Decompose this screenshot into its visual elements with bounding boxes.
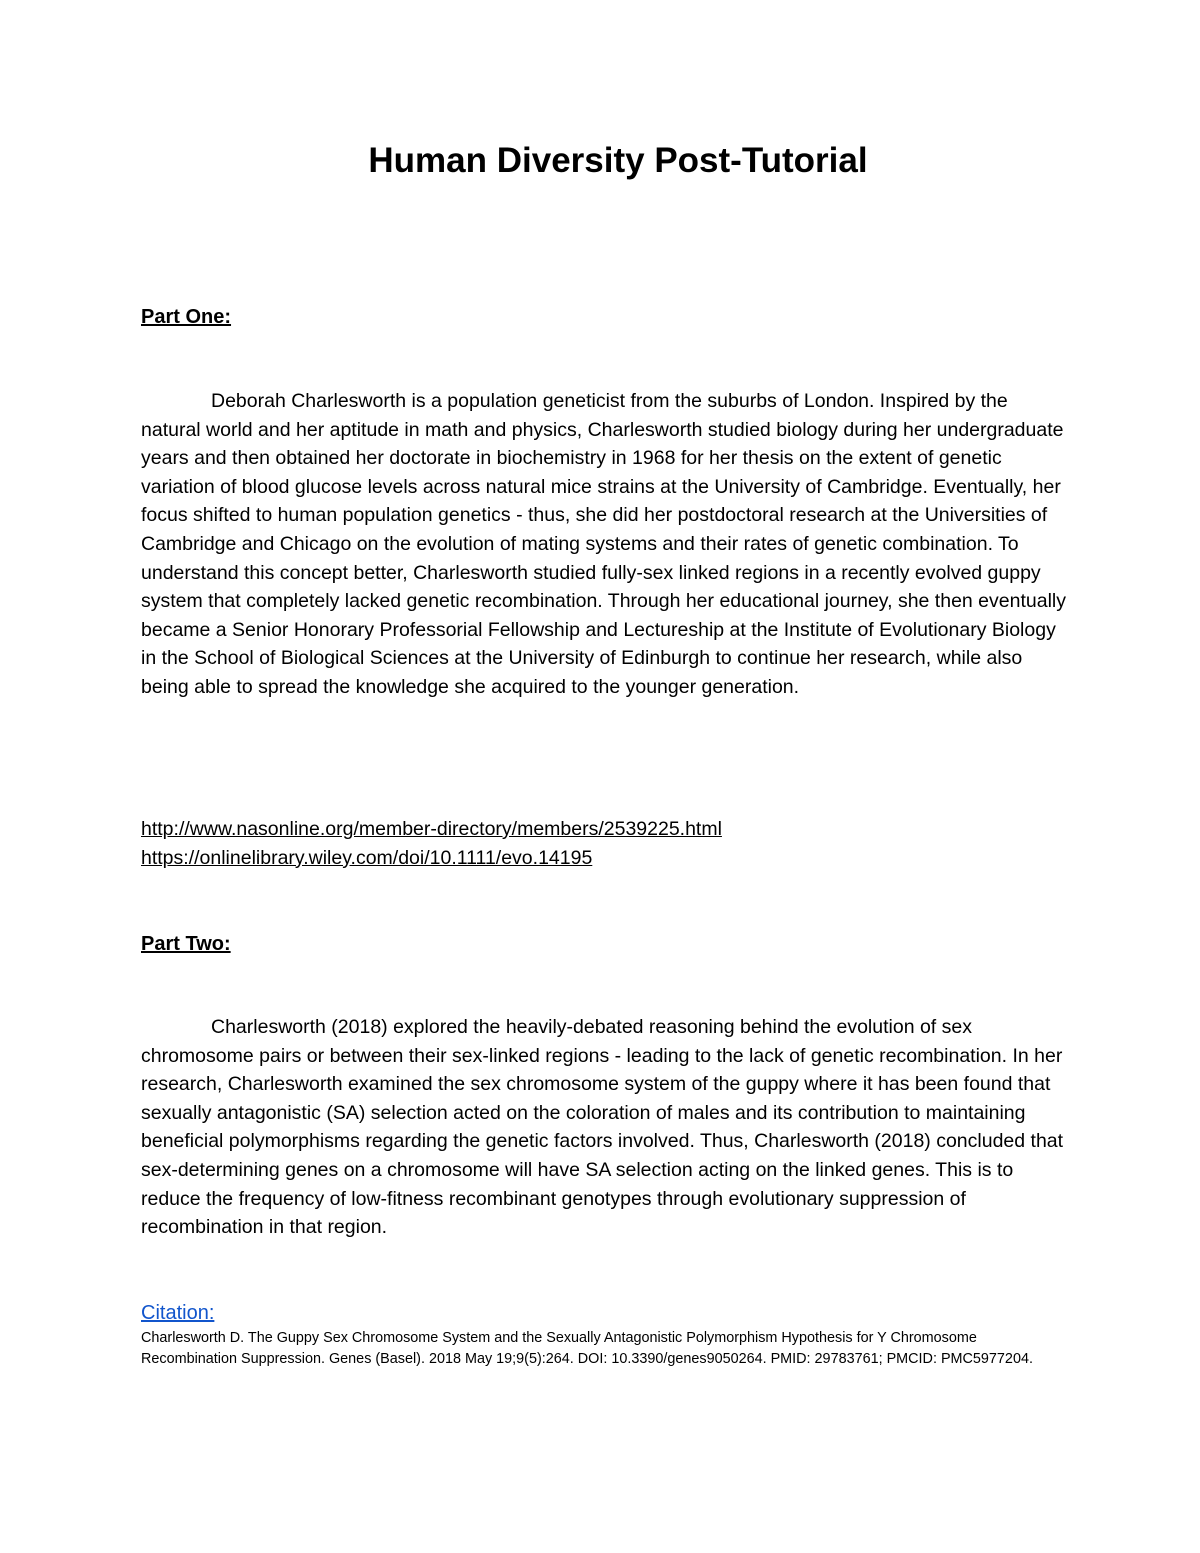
part-two-paragraph: Charlesworth (2018) explored the heavily-debated reasoning behind the evolution of sex chromosome pairs or between their sex-linked regions - leading to the lack of genetic recombination. In her research, Charlesworth examined the sex chromosome system of the guppy where it has been found that sexually antagonistic (SA) selection acted on the coloration of males and its contribution to maintaining beneficial polymorphisms regarding the genetic factors involved. Thus, Charlesworth (2018) concluded that sex-determining genes on a chromosome will have SA selection acting on the linked genes. This is to reduce the frequency of low-fitness recombinant genotypes through evolutionary suppression of recombination in that region. [141,1016,1064,1239]
citation-label: Citation: [141,1302,215,1324]
reference-links [141,815,1071,872]
document-title: Human Diversity Post-Tutorial [368,141,868,180]
reference-link-nasonline[interactable]: http://www.nasonline.org/member-directory/members/2539225.html [141,818,722,840]
part-two-heading: Part Two: [141,933,231,955]
citation-text: Charlesworth D. The Guppy Sex Chromosome System and the Sexually Antagonistic Polymorphism Hypothesis for Y Chromosome Recombination Suppression. Genes (Basel). 2018 May 19;9(5):264. DOI: 10.3390/genes9050264. PMID: 29783761; PMCID: PMC5977204. [141,1330,1033,1367]
part-one-heading: Part One: [141,306,232,328]
part-one-paragraph: Deborah Charlesworth is a population geneticist from the suburbs of London. Inspired by the natural world and her aptitude in math and physics, Charlesworth studied biology during her undergraduate years and then obtained her doctorate in biochemistry in 1968 for her thesis on the extent of genetic variation of blood glucose levels across natural mice strains at the University of Cambridge. Eventually, her focus shifted to human population genetics - thus, she did her postdoctoral research at the Universities of Cambridge and Chicago on the evolution of mating systems and their rates of genetic combination. To understand this concept better, Charlesworth studied fully-sex linked regions in a recently evolved guppy system that completely lacked genetic recombination. Through her educational journey, she then eventually became a Senior Honorary Professorial Fellowship and Lectureship at the Institute of Evolutionary Biology in the School of Biological Sciences at the University of Edinburgh to continue her research, while also being able to spread the knowledge she acquired to the younger generation. [141,390,1066,698]
reference-link-wiley[interactable]: https://onlinelibrary.wiley.com/doi/10.1111/evo.14195 [141,846,593,869]
